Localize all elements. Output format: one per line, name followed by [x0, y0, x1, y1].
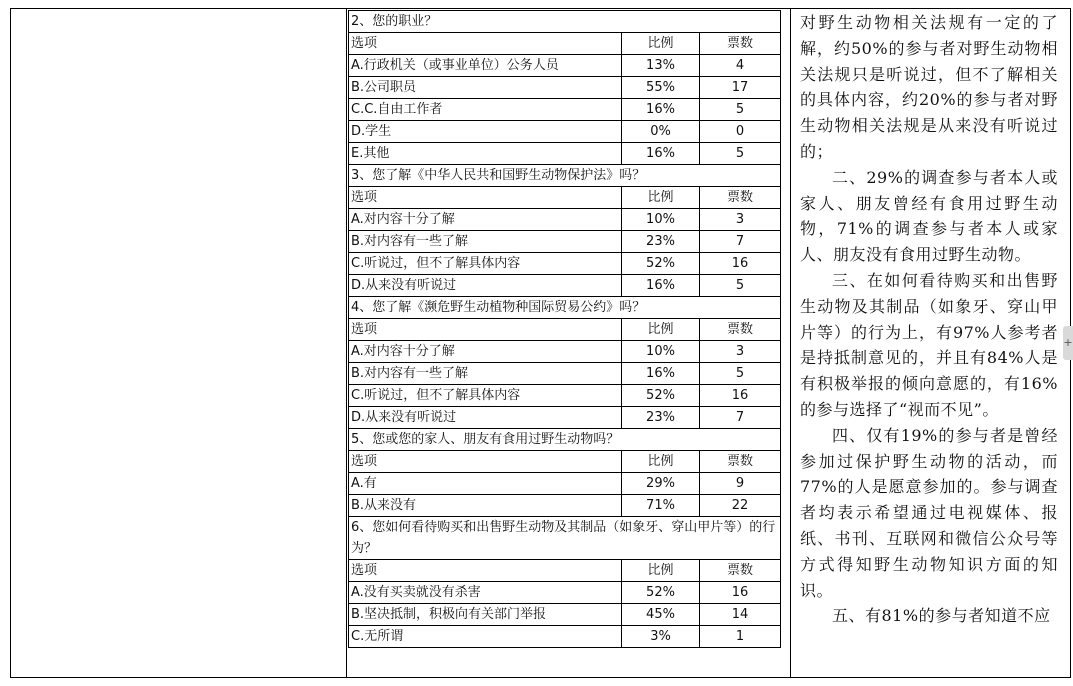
option-label: D.从来没有听说过	[349, 275, 622, 297]
question-text: 4、您了解《濒危野生动植物种国际贸易公约》吗？	[349, 297, 781, 319]
header-option: 选项	[349, 560, 622, 582]
header-option: 选项	[349, 33, 622, 55]
table-row	[349, 77, 781, 99]
ratio-value: 16%	[622, 143, 700, 165]
vote-count: 16	[700, 582, 781, 604]
header-ratio: 比例	[622, 451, 700, 473]
question-text: 3、您了解《中华人民共和国野生动物保护法》吗？	[349, 165, 781, 187]
question-row	[349, 11, 781, 33]
vote-count: 7	[700, 231, 781, 253]
table-row	[349, 473, 781, 495]
ratio-value: 13%	[622, 55, 700, 77]
vote-count: 3	[700, 209, 781, 231]
side-expand-tab[interactable]: +	[1063, 326, 1073, 360]
option-label: A.行政机关（或事业单位）公务人员	[349, 55, 622, 77]
question-row	[349, 517, 781, 560]
ratio-value: 55%	[622, 77, 700, 99]
survey-results-table	[348, 10, 781, 648]
ratio-value: 16%	[622, 363, 700, 385]
vote-count: 5	[700, 363, 781, 385]
header-ratio: 比例	[622, 187, 700, 209]
option-label: B.对内容有一些了解	[349, 231, 622, 253]
table-row	[349, 582, 781, 604]
table-row	[349, 99, 781, 121]
table-row	[349, 55, 781, 77]
column-divider	[790, 8, 791, 678]
question-row	[349, 297, 781, 319]
option-label: B.公司职员	[349, 77, 622, 99]
header-option: 选项	[349, 451, 622, 473]
table-row	[349, 253, 781, 275]
option-label: B.对内容有一些了解	[349, 363, 622, 385]
narrative-paragraph: 三、在如何看待购买和出售野生动物及其制品（如象牙、穿山甲片等）的行为上，有97%人参考者是持抵制意见的，并且有84%人是有积极举报的倾向意愿的，有16%的参与选择了“视而不见”。	[800, 270, 1058, 419]
table-row	[349, 231, 781, 253]
option-label: C.C.自由工作者	[349, 99, 622, 121]
left-empty-cell	[11, 9, 346, 677]
header-row	[349, 451, 781, 473]
vote-count: 0	[700, 121, 781, 143]
header-row	[349, 319, 781, 341]
header-row	[349, 560, 781, 582]
ratio-value: 52%	[622, 582, 700, 604]
question-text: 6、您如何看待购买和出售野生动物及其制品（如象牙、穿山甲片等）的行为？	[349, 517, 781, 560]
question-row	[349, 165, 781, 187]
option-label: A.有	[349, 473, 622, 495]
question-text: 5、您或您的家人、朋友有食用过野生动物吗？	[349, 429, 781, 451]
option-label: A.对内容十分了解	[349, 341, 622, 363]
column-divider	[346, 8, 347, 678]
header-votes: 票数	[700, 33, 781, 55]
vote-count: 5	[700, 275, 781, 297]
header-ratio: 比例	[622, 319, 700, 341]
header-votes: 票数	[700, 560, 781, 582]
table-row	[349, 626, 781, 648]
narrative-paragraph: 五、有81%的参与者知道不应	[832, 606, 1051, 626]
vote-count: 14	[700, 604, 781, 626]
table-row	[349, 209, 781, 231]
table-row	[349, 143, 781, 165]
ratio-value: 3%	[622, 626, 700, 648]
option-label: C.无所谓	[349, 626, 622, 648]
option-label: C.听说过，但不了解具体内容	[349, 253, 622, 275]
option-label: C.听说过，但不了解具体内容	[349, 385, 622, 407]
vote-count: 22	[700, 495, 781, 517]
vote-count: 7	[700, 407, 781, 429]
table-row	[349, 363, 781, 385]
vote-count: 4	[700, 55, 781, 77]
vote-count: 9	[700, 473, 781, 495]
ratio-value: 16%	[622, 99, 700, 121]
narrative-paragraph: 对野生动物相关法规有一定的了解，约50%的参与者对野生动物相关法规只是听说过，但不了解相关的具体内容，约20%的参与者对野生动物相关法规是从来没有听说过的；	[800, 13, 1058, 161]
ratio-value: 71%	[622, 495, 700, 517]
ratio-value: 45%	[622, 604, 700, 626]
vote-count: 16	[700, 385, 781, 407]
option-label: A.没有买卖就没有杀害	[349, 582, 622, 604]
option-label: B.从来没有	[349, 495, 622, 517]
ratio-value: 23%	[622, 231, 700, 253]
table-row	[349, 495, 781, 517]
header-votes: 票数	[700, 187, 781, 209]
option-label: B.坚决抵制，积极向有关部门举报	[349, 604, 622, 626]
vote-count: 5	[700, 143, 781, 165]
option-label: A.对内容十分了解	[349, 209, 622, 231]
ratio-value: 0%	[622, 121, 700, 143]
table-row	[349, 275, 781, 297]
header-ratio: 比例	[622, 33, 700, 55]
ratio-value: 10%	[622, 341, 700, 363]
header-row	[349, 33, 781, 55]
ratio-value: 29%	[622, 473, 700, 495]
vote-count: 3	[700, 341, 781, 363]
header-votes: 票数	[700, 451, 781, 473]
vote-count: 17	[700, 77, 781, 99]
ratio-value: 16%	[622, 275, 700, 297]
question-text: 2、您的职业？	[349, 11, 781, 33]
narrative-paragraph: 四、仅有19%的参与者是曾经参加过保护野生动物的活动，而77%的人是愿意参加的。参与调查者均表示希望通过电视媒体、报纸、书刊、互联网和微信公众号等方式得知野生动物知识方面的知识。	[800, 425, 1058, 600]
header-option: 选项	[349, 319, 622, 341]
narrative-text	[800, 10, 1058, 629]
table-row	[349, 604, 781, 626]
option-label: D.从来没有听说过	[349, 407, 622, 429]
ratio-value: 52%	[622, 253, 700, 275]
question-row	[349, 429, 781, 451]
table-row	[349, 121, 781, 143]
header-option: 选项	[349, 187, 622, 209]
ratio-value: 52%	[622, 385, 700, 407]
option-label: E.其他	[349, 143, 622, 165]
table-row	[349, 407, 781, 429]
vote-count: 1	[700, 626, 781, 648]
header-votes: 票数	[700, 319, 781, 341]
header-ratio: 比例	[622, 560, 700, 582]
header-row	[349, 187, 781, 209]
ratio-value: 10%	[622, 209, 700, 231]
ratio-value: 23%	[622, 407, 700, 429]
vote-count: 5	[700, 99, 781, 121]
vote-count: 16	[700, 253, 781, 275]
option-label: D.学生	[349, 121, 622, 143]
narrative-paragraph: 二、29%的调查参与者本人或家人、朋友曾经有食用过野生动物，71%的调查参与者本人或家人、朋友没有食用过野生动物。	[800, 167, 1058, 265]
table-row	[349, 385, 781, 407]
table-row	[349, 341, 781, 363]
